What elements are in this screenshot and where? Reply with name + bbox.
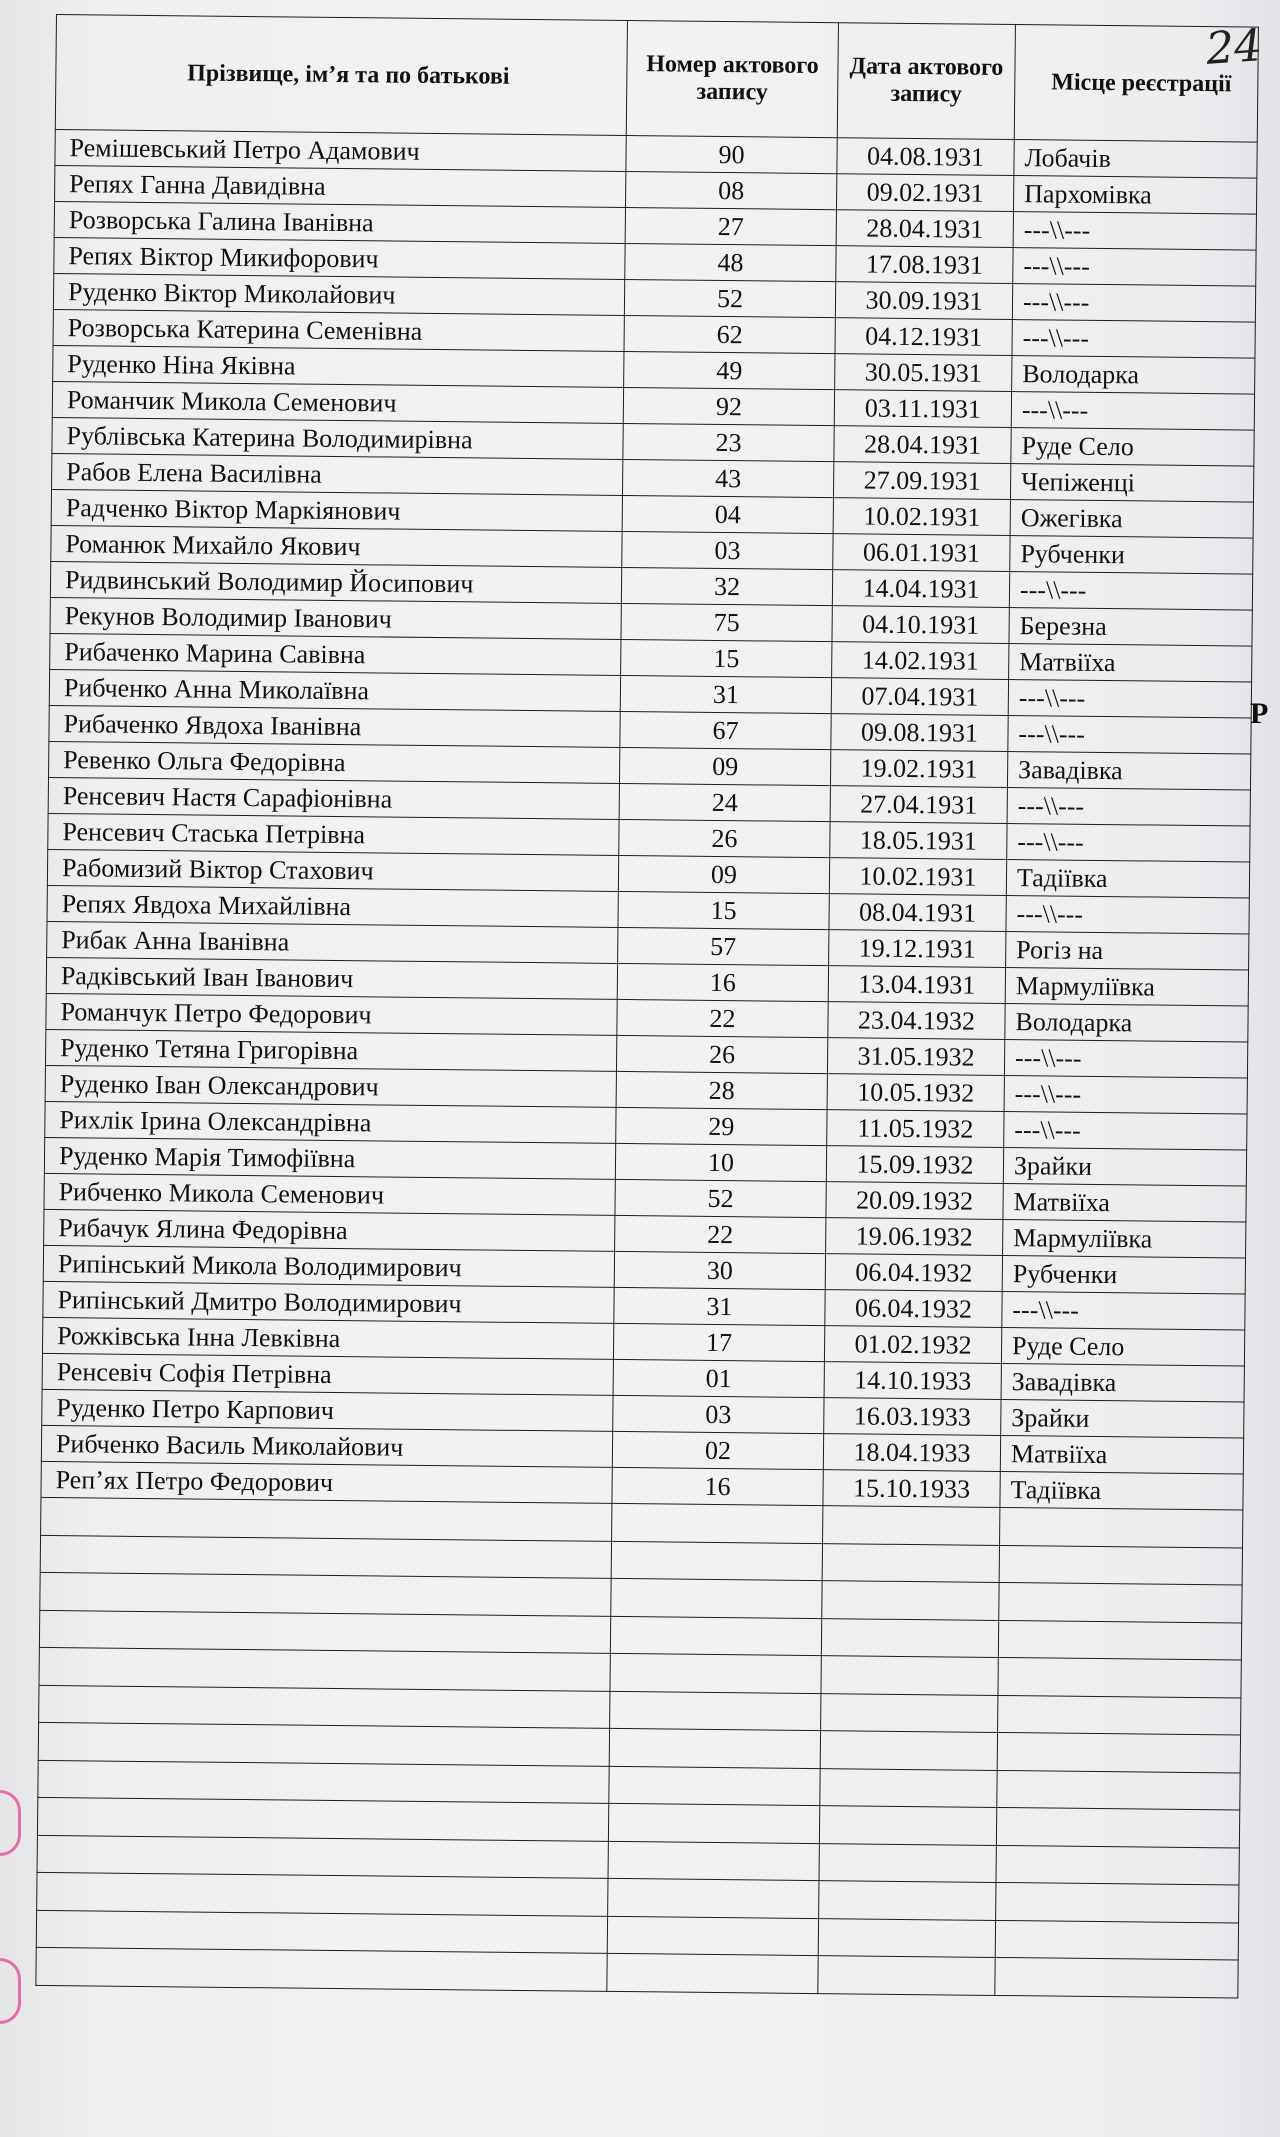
cell-record-number: 02 bbox=[612, 1431, 823, 1469]
cell-place: ---\\--- bbox=[1004, 1111, 1247, 1150]
cell-place: Матвіїха bbox=[1000, 1435, 1243, 1474]
cell-record-date: 27.09.1931 bbox=[833, 462, 1010, 500]
cell-place: Володарка bbox=[1012, 356, 1255, 395]
cell-record-number: 30 bbox=[614, 1251, 825, 1289]
cell-place: Тадіївка bbox=[1006, 860, 1249, 899]
cell-name: Рибаченко Явдоха Іванівна bbox=[49, 705, 620, 747]
cell-record-date: 14.10.1933 bbox=[824, 1362, 1001, 1400]
cell-name: Розворська Галина Іванівна bbox=[54, 201, 625, 243]
cell-place: ---\\--- bbox=[1013, 212, 1256, 251]
cell-record-date: 19.02.1931 bbox=[830, 750, 1007, 788]
cell-record-number: 17 bbox=[613, 1323, 824, 1361]
cell-record-date: 06.01.1931 bbox=[833, 534, 1010, 572]
cell-name: Радченко Віктор Маркіянович bbox=[51, 489, 622, 531]
cell-record-number: 24 bbox=[619, 783, 830, 821]
empty-cell bbox=[998, 1620, 1241, 1660]
birth-records-table bbox=[35, 14, 1259, 1998]
cell-record-date: 28.04.1931 bbox=[836, 210, 1013, 248]
cell-place: Матвіїха bbox=[1009, 644, 1252, 683]
cell-record-number: 03 bbox=[622, 531, 833, 569]
cell-place: Мармуліївка bbox=[1003, 1219, 1246, 1258]
cell-record-number: 90 bbox=[626, 135, 837, 173]
cell-place: Рубченки bbox=[1010, 536, 1253, 575]
cell-place: Руде Село bbox=[1001, 1327, 1244, 1366]
cell-record-number: 62 bbox=[624, 315, 835, 353]
cell-place: Рогіз на bbox=[1006, 931, 1249, 970]
cell-place: Лобачів bbox=[1014, 140, 1257, 179]
empty-cell bbox=[996, 1807, 1239, 1847]
empty-cell bbox=[609, 1766, 820, 1806]
empty-cell bbox=[821, 1656, 998, 1695]
cell-name: Рожківська Інна Левківна bbox=[42, 1317, 613, 1359]
header-place: Місце реєстрації bbox=[1014, 25, 1258, 143]
cell-place: Зрайки bbox=[1001, 1399, 1244, 1438]
cell-record-date: 04.12.1931 bbox=[835, 318, 1012, 356]
cell-record-date: 19.06.1932 bbox=[826, 1218, 1003, 1256]
empty-cell bbox=[39, 1685, 610, 1728]
cell-place: Ожегівка bbox=[1010, 500, 1253, 539]
cell-record-number: 32 bbox=[621, 567, 832, 605]
cell-name: Репях Явдоха Михайлівна bbox=[47, 885, 618, 927]
cell-name: Романчик Микола Семенович bbox=[52, 381, 623, 423]
cell-place: ---\\--- bbox=[1012, 320, 1255, 359]
cell-record-number: 49 bbox=[624, 351, 835, 389]
empty-cell bbox=[37, 1797, 608, 1840]
empty-cell bbox=[607, 1953, 818, 1993]
empty-cell bbox=[819, 1881, 996, 1920]
cell-record-date: 15.10.1933 bbox=[823, 1470, 1000, 1508]
cell-place: ---\\--- bbox=[1007, 788, 1250, 827]
cell-place: ---\\--- bbox=[1011, 392, 1254, 431]
cell-record-date: 15.09.1932 bbox=[826, 1146, 1003, 1184]
table-body bbox=[36, 129, 1257, 1997]
empty-cell bbox=[610, 1616, 821, 1656]
cell-record-number: 31 bbox=[614, 1287, 825, 1325]
cell-record-date: 27.04.1931 bbox=[830, 786, 1007, 824]
cell-record-date: 13.04.1931 bbox=[828, 966, 1005, 1004]
cell-record-date: 18.05.1931 bbox=[830, 822, 1007, 860]
empty-cell bbox=[38, 1760, 609, 1803]
cell-record-number: 29 bbox=[616, 1107, 827, 1145]
empty-cell bbox=[39, 1647, 610, 1690]
cell-record-date: 18.04.1933 bbox=[823, 1434, 1000, 1472]
cell-name: Розворська Катерина Семенівна bbox=[53, 309, 624, 351]
empty-cell bbox=[823, 1506, 1000, 1545]
empty-cell bbox=[822, 1581, 999, 1620]
cell-place: ---\\--- bbox=[1008, 716, 1251, 755]
cell-place: Завадівка bbox=[1007, 752, 1250, 791]
cell-record-number: 15 bbox=[621, 639, 832, 677]
cell-record-number: 22 bbox=[617, 999, 828, 1037]
pink-margin-mark bbox=[0, 1958, 21, 2024]
empty-cell bbox=[821, 1618, 998, 1657]
cell-record-number: 16 bbox=[612, 1467, 823, 1505]
cell-record-number: 22 bbox=[615, 1215, 826, 1253]
cell-name: Рипінський Микола Володимирович bbox=[43, 1245, 614, 1287]
cell-record-number: 52 bbox=[624, 279, 835, 317]
cell-record-number: 48 bbox=[625, 243, 836, 281]
cell-name: Руденко Іван Олександрович bbox=[45, 1065, 616, 1107]
cell-name: Реп’ях Петро Федорович bbox=[41, 1461, 612, 1503]
empty-cell bbox=[996, 1882, 1239, 1922]
empty-cell bbox=[36, 1947, 607, 1990]
cell-name: Ренсевич Настя Сарафіонівна bbox=[48, 777, 619, 819]
cell-record-date: 19.12.1931 bbox=[829, 930, 1006, 968]
cell-record-date: 31.05.1932 bbox=[827, 1038, 1004, 1076]
empty-cell bbox=[36, 1910, 607, 1953]
cell-record-number: 43 bbox=[622, 459, 833, 497]
empty-cell bbox=[40, 1572, 611, 1615]
cell-record-number: 57 bbox=[618, 927, 829, 965]
cell-record-number: 16 bbox=[617, 963, 828, 1001]
empty-cell bbox=[38, 1722, 609, 1765]
cell-name: Руденко Тетяна Григорівна bbox=[45, 1029, 616, 1071]
empty-cell bbox=[37, 1835, 608, 1878]
cell-name: Рибаченко Марина Савівна bbox=[50, 633, 621, 675]
empty-cell bbox=[41, 1497, 612, 1540]
cell-record-date: 10.05.1932 bbox=[827, 1074, 1004, 1112]
cell-place: Володарка bbox=[1005, 1003, 1248, 1042]
cell-place: Чепіженці bbox=[1010, 464, 1253, 503]
cell-place: Мармуліївка bbox=[1005, 967, 1248, 1006]
cell-name: Рабомизий Віктор Стахович bbox=[47, 849, 618, 891]
cell-record-date: 14.04.1931 bbox=[832, 570, 1009, 608]
empty-cell bbox=[37, 1872, 608, 1915]
empty-cell bbox=[822, 1543, 999, 1582]
empty-cell bbox=[1000, 1507, 1243, 1547]
empty-cell bbox=[995, 1957, 1238, 1997]
cell-place: ---\\--- bbox=[1006, 895, 1249, 934]
cell-record-number: 10 bbox=[615, 1143, 826, 1181]
empty-cell bbox=[610, 1653, 821, 1693]
cell-name: Репях Віктор Микифорович bbox=[54, 237, 625, 279]
cell-record-number: 15 bbox=[618, 891, 829, 929]
empty-cell bbox=[819, 1843, 996, 1882]
empty-cell bbox=[607, 1916, 818, 1956]
cell-record-date: 10.02.1931 bbox=[829, 858, 1006, 896]
cell-name: Руденко Ніна Яківна bbox=[53, 345, 624, 387]
empty-cell bbox=[611, 1578, 822, 1618]
pink-margin-mark bbox=[0, 1790, 21, 1856]
cell-record-date: 30.09.1931 bbox=[835, 282, 1012, 320]
cell-name: Рекунов Володимир Іванович bbox=[50, 597, 621, 639]
cell-record-number: 23 bbox=[623, 423, 834, 461]
cell-record-date: 30.05.1931 bbox=[835, 354, 1012, 392]
empty-cell bbox=[995, 1920, 1238, 1960]
cell-name: Рибченко Анна Миколаївна bbox=[49, 669, 620, 711]
folio-number: 24 bbox=[1204, 20, 1264, 75]
cell-record-number: 08 bbox=[626, 171, 837, 209]
margin-letter: Р bbox=[1250, 697, 1269, 730]
cell-name: Ренсевич Стаська Петрівна bbox=[48, 813, 619, 855]
cell-record-date: 06.04.1932 bbox=[825, 1254, 1002, 1292]
cell-record-date: 09.08.1931 bbox=[831, 714, 1008, 752]
header-name: Прізвище, ім’я та по батькові bbox=[55, 15, 627, 136]
cell-name: Рибак Анна Іванівна bbox=[47, 921, 618, 963]
cell-record-number: 26 bbox=[616, 1035, 827, 1073]
empty-cell bbox=[39, 1610, 610, 1653]
cell-name: Ренсевіч Софія Петрівна bbox=[42, 1353, 613, 1395]
cell-record-date: 04.10.1931 bbox=[832, 606, 1009, 644]
cell-record-number: 26 bbox=[619, 819, 830, 857]
cell-record-number: 75 bbox=[621, 603, 832, 641]
table-header-row bbox=[55, 15, 1258, 143]
cell-record-date: 09.02.1931 bbox=[836, 174, 1013, 212]
cell-name: Рабов Елена Василівна bbox=[52, 453, 623, 495]
cell-place: Тадіївка bbox=[1000, 1471, 1243, 1510]
cell-record-date: 08.04.1931 bbox=[829, 894, 1006, 932]
cell-place: ---\\--- bbox=[1007, 824, 1250, 863]
empty-cell bbox=[998, 1657, 1241, 1697]
empty-cell bbox=[612, 1503, 823, 1543]
cell-name: Руденко Віктор Миколайович bbox=[53, 273, 624, 315]
header-record-date: Дата актового запису bbox=[837, 23, 1015, 140]
cell-place: Руде Село bbox=[1011, 428, 1254, 467]
cell-record-number: 09 bbox=[619, 747, 830, 785]
empty-cell bbox=[40, 1535, 611, 1578]
empty-cell bbox=[821, 1693, 998, 1732]
cell-name: Рибченко Василь Миколайович bbox=[41, 1425, 612, 1467]
empty-cell bbox=[820, 1768, 997, 1807]
cell-place: ---\\--- bbox=[1002, 1291, 1245, 1330]
cell-name: Ридвинський Володимир Йосипович bbox=[50, 561, 621, 603]
cell-record-date: 14.02.1931 bbox=[832, 642, 1009, 680]
cell-record-date: 01.02.1932 bbox=[824, 1326, 1001, 1364]
cell-record-date: 06.04.1932 bbox=[825, 1290, 1002, 1328]
cell-record-date: 20.09.1932 bbox=[826, 1182, 1003, 1220]
cell-name: Рипінський Дмитро Володимирович bbox=[43, 1281, 614, 1323]
empty-cell bbox=[608, 1878, 819, 1918]
cell-place: Завадівка bbox=[1001, 1363, 1244, 1402]
empty-cell bbox=[997, 1770, 1240, 1810]
cell-record-number: 67 bbox=[620, 711, 831, 749]
empty-cell bbox=[996, 1845, 1239, 1885]
cell-place: ---\\--- bbox=[1004, 1075, 1247, 1114]
cell-place: ---\\--- bbox=[1012, 284, 1255, 323]
cell-name: Рублівська Катерина Володимирівна bbox=[52, 417, 623, 459]
cell-place: Пархомівка bbox=[1013, 176, 1256, 215]
cell-record-date: 03.11.1931 bbox=[834, 390, 1011, 428]
cell-name: Ревенко Ольга Федорівна bbox=[49, 741, 620, 783]
empty-cell bbox=[818, 1918, 995, 1957]
cell-place: ---\\--- bbox=[1013, 248, 1256, 287]
cell-place: Рубченки bbox=[1002, 1255, 1245, 1294]
cell-place: ---\\--- bbox=[1009, 572, 1252, 611]
empty-cell bbox=[997, 1732, 1240, 1772]
cell-record-number: 27 bbox=[625, 207, 836, 245]
empty-cell bbox=[999, 1582, 1242, 1622]
cell-name: Руденко Марія Тимофіївна bbox=[44, 1137, 615, 1179]
empty-cell bbox=[609, 1728, 820, 1768]
cell-name: Репях Ганна Давидівна bbox=[55, 165, 626, 207]
cell-record-date: 28.04.1931 bbox=[834, 426, 1011, 464]
empty-cell bbox=[999, 1545, 1242, 1585]
cell-record-date: 10.02.1931 bbox=[833, 498, 1010, 536]
cell-record-date: 07.04.1931 bbox=[831, 678, 1008, 716]
empty-cell bbox=[611, 1541, 822, 1581]
cell-record-date: 04.08.1931 bbox=[837, 138, 1014, 176]
cell-name: Радківський Іван Іванович bbox=[46, 957, 617, 999]
cell-record-number: 28 bbox=[616, 1071, 827, 1109]
cell-record-number: 03 bbox=[613, 1395, 824, 1433]
empty-cell bbox=[608, 1841, 819, 1881]
cell-record-date: 11.05.1932 bbox=[827, 1110, 1004, 1148]
cell-record-date: 23.04.1932 bbox=[828, 1002, 1005, 1040]
cell-place: Матвіїха bbox=[1003, 1183, 1246, 1222]
cell-record-number: 04 bbox=[622, 495, 833, 533]
cell-place: Зрайки bbox=[1003, 1147, 1246, 1186]
cell-name: Рихлік Ірина Олександрівна bbox=[45, 1101, 616, 1143]
cell-place: ---\\--- bbox=[1004, 1039, 1247, 1078]
empty-cell bbox=[820, 1731, 997, 1770]
cell-record-date: 16.03.1933 bbox=[824, 1398, 1001, 1436]
empty-cell bbox=[819, 1806, 996, 1845]
cell-name: Романюк Михайло Якович bbox=[51, 525, 622, 567]
cell-name: Руденко Петро Карпович bbox=[42, 1389, 613, 1431]
cell-record-number: 09 bbox=[618, 855, 829, 893]
cell-record-date: 17.08.1931 bbox=[836, 246, 1013, 284]
cell-place: Березна bbox=[1009, 608, 1252, 647]
empty-cell bbox=[610, 1691, 821, 1731]
cell-place: ---\\--- bbox=[1008, 680, 1251, 719]
cell-record-number: 52 bbox=[615, 1179, 826, 1217]
empty-cell bbox=[818, 1956, 995, 1995]
empty-cell bbox=[998, 1695, 1241, 1735]
cell-name: Рибачук Ялина Федорівна bbox=[44, 1209, 615, 1251]
cell-name: Романчук Петро Федорович bbox=[46, 993, 617, 1035]
header-record-number: Номер актового запису bbox=[626, 20, 838, 137]
cell-name: Рибченко Микола Семенович bbox=[44, 1173, 615, 1215]
cell-record-number: 01 bbox=[613, 1359, 824, 1397]
cell-name: Ремішевський Петро Адамович bbox=[55, 129, 626, 171]
cell-record-number: 92 bbox=[623, 387, 834, 425]
cell-record-number: 31 bbox=[620, 675, 831, 713]
empty-cell bbox=[608, 1803, 819, 1843]
